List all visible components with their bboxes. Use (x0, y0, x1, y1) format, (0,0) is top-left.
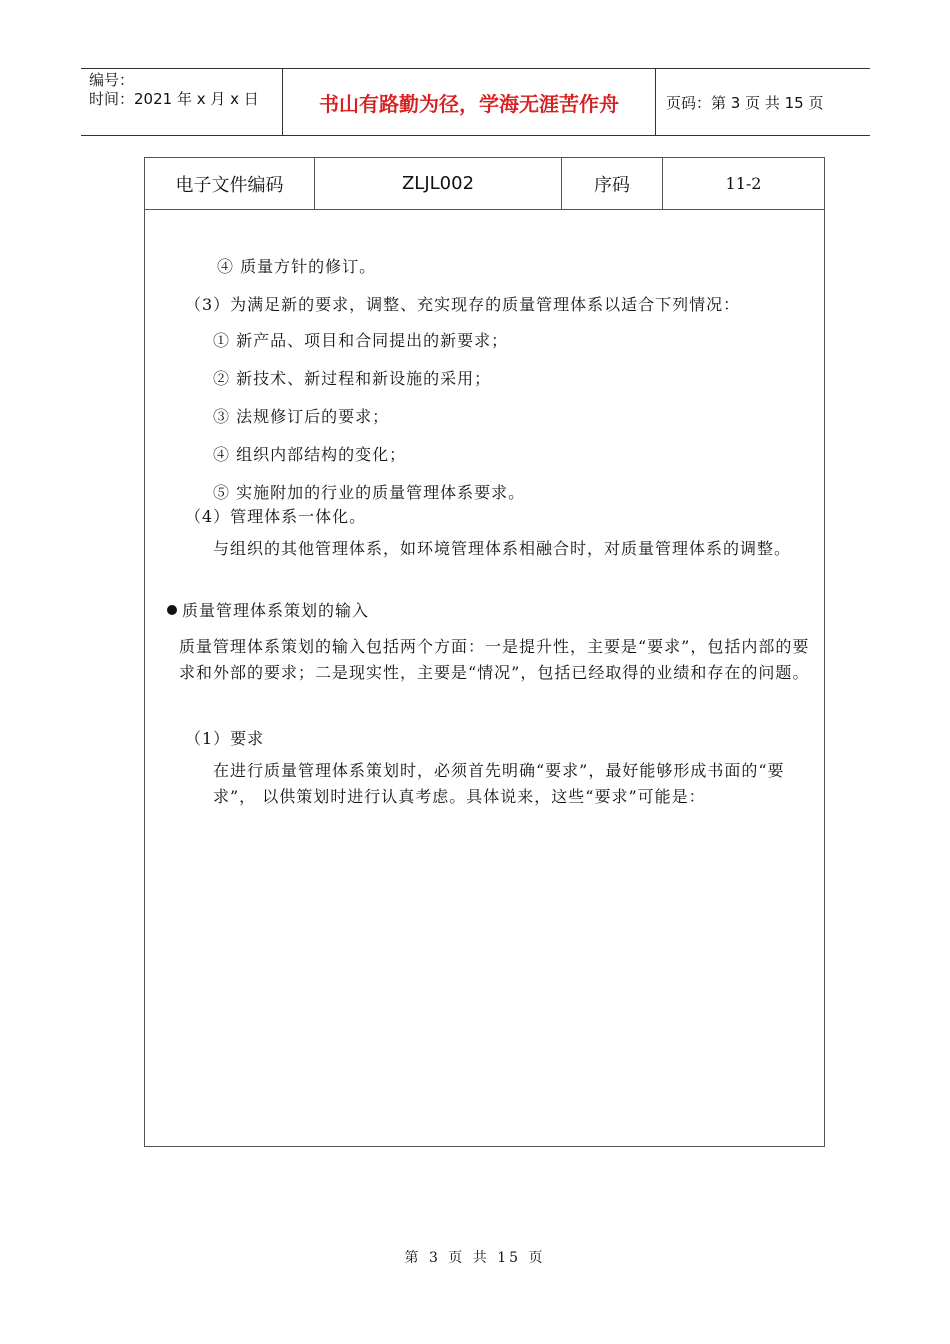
file-code-label: 电子文件编码 (145, 158, 315, 209)
text-line: ④ 质量方针的修订。 (217, 257, 377, 276)
seq-label: 序码 (562, 158, 663, 209)
paragraph: 与组织的其他管理体系，如环境管理体系相融合时，对质量管理体系的调整。 (213, 539, 792, 558)
text-line: ④ 组织内部结构的变化； (213, 445, 407, 464)
text-line: ① 新产品、项目和合同提出的新要求； (213, 331, 509, 350)
paragraph: 在进行质量管理体系策划时，必须首先明确“要求”，最好能够形成书面的“要求”， 以供策划时进行认真考虑。具体说来，这些“要求”可能是： (213, 761, 785, 806)
text-line: （1）要求 (185, 729, 265, 748)
meta-row (145, 158, 824, 210)
text-line: ⑤ 实施附加的行业的质量管理体系要求。 (213, 483, 526, 502)
page-info: 页码：第 3 页 共 15 页 (666, 93, 824, 112)
text-line: ② 新技术、新过程和新设施的采用； (213, 369, 492, 388)
paragraph: 质量管理体系策划的输入包括两个方面：一是提升性，主要是“要求”，包括内部的要 求和外部的要求；二是现实性，主要是“情况”，包括已经取得的业绩和存在的问题。 (179, 637, 810, 682)
bullet-icon (167, 605, 177, 615)
file-code-value: ZLJL002 (315, 158, 562, 209)
document-box (144, 157, 825, 1147)
bullet-heading-row (167, 598, 369, 621)
text-line: （3）为满足新的要求，调整、充实现存的质量管理体系以适合下列情况： (185, 295, 741, 314)
page-header (81, 68, 870, 136)
text-line: （4）管理体系一体化。 (185, 507, 367, 526)
header-left-cell (81, 69, 283, 135)
text-line: ③ 法规修订后的要求； (213, 407, 390, 426)
number-label: 编号： (89, 71, 135, 89)
time-label: 时间：2021 年 x 月 x 日 (89, 90, 259, 108)
seq-value: 11-2 (725, 174, 762, 193)
motto: 书山有路勤为径，学海无涯苦作舟 (283, 69, 656, 135)
bullet-heading: 质量管理体系策划的输入 (182, 601, 370, 620)
page-footer: 第 3 页 共 15 页 (404, 1250, 546, 1266)
